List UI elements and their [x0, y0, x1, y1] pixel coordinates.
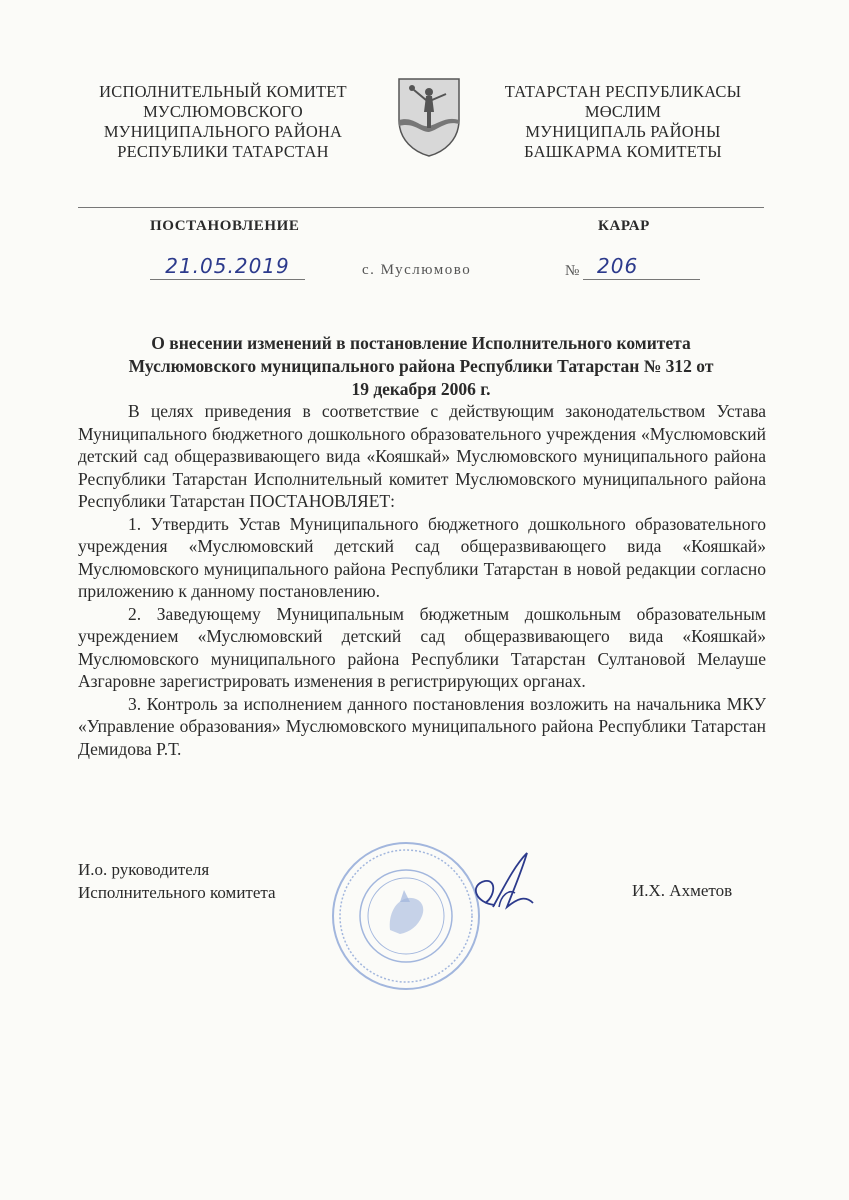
title-line: О внесении изменений в постановление Исполнительного комитета [151, 333, 691, 353]
clause-3: 3. Контроль за исполнением данного постановления возложить на начальника МКУ «Управление образования» Муслюмовского муниципального района Республики Татарстан Демидова Р.Т. [78, 693, 766, 759]
header-left-ru [78, 82, 368, 162]
doc-type-tt: КАРАР [598, 218, 650, 234]
clause-2: 2. Заведующему Муниципальным бюджетным дошкольным образовательным учреждением «Муслюмовский детский сад общеразвивающего вида «Кояшкай» Муслюмовского муниципального района Республики Татарстан Султановой Мелауше Азгаровне зарегистрировать изменения в регистрирующих органах. [78, 603, 766, 691]
header-right-line: ТАТАРСТАН РЕСПУБЛИКАСЫ [504, 82, 742, 101]
place-of-issue: с. Муслюмово [362, 262, 472, 278]
number-label: № [565, 263, 580, 279]
handwritten-signature [455, 845, 555, 920]
header-left-line: ИСПОЛНИТЕЛЬНЫЙ КОМИТЕТ [99, 82, 347, 101]
doc-type-ru: ПОСТАНОВЛЕНИЕ [150, 218, 300, 234]
header-left-line: РЕСПУБЛИКИ ТАТАРСТАН [117, 142, 329, 161]
coat-of-arms-icon [396, 76, 462, 158]
header-right-tt [478, 82, 768, 162]
signatory-title-line: И.о. руководителя [78, 860, 210, 879]
handwritten-date: 21.05.2019 [150, 254, 305, 280]
signatory-title-line: Исполнительного комитета [78, 883, 276, 902]
document-title [78, 332, 764, 401]
document-body [78, 400, 766, 760]
handwritten-number: 206 [583, 254, 700, 280]
header-right-line: МУНИЦИПАЛЬ РАЙОНЫ [525, 122, 721, 141]
header-left-line: МУНИЦИПАЛЬНОГО РАЙОНА [103, 122, 343, 141]
clause-1: 1. Утвердить Устав Муниципального бюджетного дошкольного образовательного учреждения «Муслюмовский детский сад общеразвивающего вида «Кояшкай» Муслюмовского муниципального района Республики Татарстан в новой редакции согласно приложению к данному постановлению. [78, 513, 766, 601]
title-line: 19 декабря 2006 г. [351, 379, 491, 399]
header-divider [78, 207, 764, 208]
signatory-name: И.Х. Ахметов [632, 881, 733, 900]
header-right-line: БАШКАРМА КОМИТЕТЫ [524, 142, 722, 161]
signatory-position [78, 858, 276, 904]
title-line: Муслюмовского муниципального района Республики Татарстан № 312 от [128, 356, 714, 376]
header-right-line: МӨСЛИМ [584, 102, 662, 121]
preamble-paragraph: В целях приведения в соответствие с действующим законодательством Устава Муниципального бюджетного дошкольного образовательного учреждения «Муслюмовский детский сад общеразвивающего вида «Кояшкай» Муслюмовского муниципального района Республики Татарстан Исполнительный комитет Муслюмовского муниципального района Республики Татарстан ПОСТАНОВЛЯЕТ: [78, 401, 766, 511]
header-left-line: МУСЛЮМОВСКОГО [143, 102, 303, 121]
